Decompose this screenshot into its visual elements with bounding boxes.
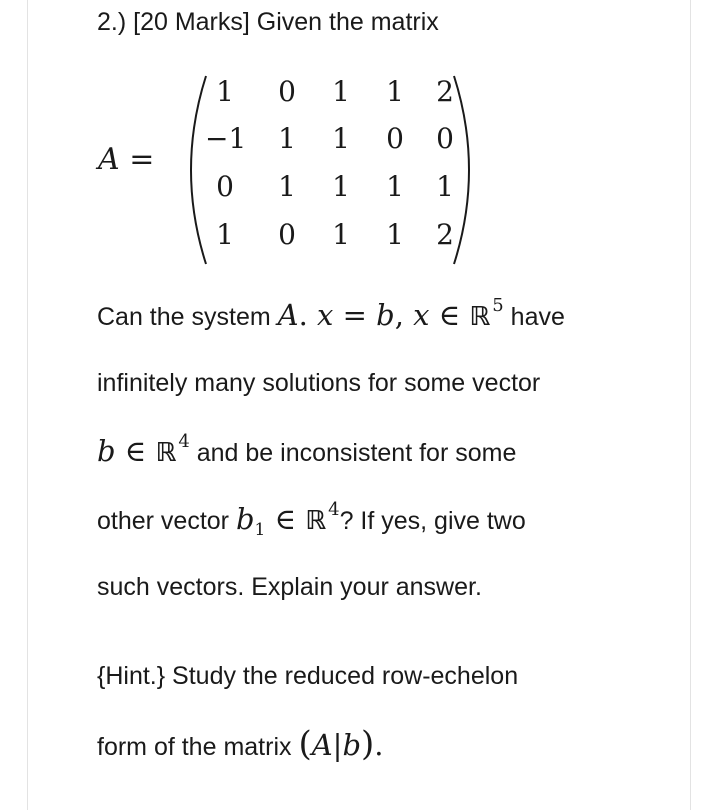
matrix-cell: 1 bbox=[216, 75, 234, 108]
matrix-equals: = bbox=[129, 142, 155, 177]
matrix-cell: 2 bbox=[436, 75, 454, 108]
matrix-cell: 1 bbox=[332, 75, 350, 108]
eq-equals: = bbox=[333, 298, 377, 332]
hint-line2-text: form of the matrix bbox=[97, 733, 299, 761]
eq-exponent: 5 bbox=[492, 295, 504, 316]
matrix-cell: −1 bbox=[205, 122, 247, 155]
matrix-cell: 1 bbox=[332, 122, 350, 155]
eq-b: b bbox=[376, 298, 395, 332]
body-line-1 bbox=[97, 295, 565, 337]
matrix-cell: 1 bbox=[436, 170, 454, 203]
l3-exponent: 4 bbox=[178, 431, 190, 452]
line1-text: Can the system bbox=[97, 303, 278, 331]
matrix-cell: 1 bbox=[216, 218, 234, 251]
b1-membership bbox=[235, 499, 340, 540]
matrix-cell: 1 bbox=[386, 75, 404, 108]
eq-x: x bbox=[317, 298, 334, 332]
matrix-cell: 0 bbox=[436, 122, 454, 155]
body-line-3 bbox=[97, 431, 517, 473]
line3-tail: and be inconsistent for some bbox=[189, 439, 517, 467]
l4-exponent: 4 bbox=[328, 499, 340, 520]
l3-in: ∈ bbox=[115, 434, 156, 468]
eq-reals: ℝ bbox=[469, 302, 491, 332]
body-line-2: infinitely many solutions for some vector bbox=[97, 369, 541, 397]
l3-reals: ℝ bbox=[155, 438, 177, 468]
matrix-cell: 1 bbox=[332, 170, 350, 203]
line4-tail: ? If yes, give two bbox=[339, 507, 526, 535]
system-equation bbox=[277, 295, 504, 332]
matrix-cell: 2 bbox=[436, 218, 454, 251]
aug-A: A bbox=[311, 728, 333, 762]
l4-in: ∈ bbox=[265, 502, 306, 536]
matrix-cell: 1 bbox=[386, 170, 404, 203]
left-paren bbox=[191, 76, 206, 264]
body-line-5: such vectors. Explain your answer. bbox=[97, 573, 482, 601]
matrix-cell: 1 bbox=[278, 122, 296, 155]
matrix-cell: 1 bbox=[332, 218, 350, 251]
question-title: 2.) [20 Marks] Given the matrix bbox=[97, 8, 439, 36]
hint-line-1: {Hint.} Study the reduced row-echelon bbox=[97, 662, 519, 690]
aug-bar: | bbox=[332, 728, 343, 762]
matrix-cell: 1 bbox=[278, 170, 296, 203]
augmented-matrix bbox=[298, 724, 384, 764]
hint-line-2 bbox=[97, 724, 384, 764]
aug-b: b bbox=[342, 728, 362, 762]
frame-right-border bbox=[690, 0, 691, 810]
line1-tail: have bbox=[503, 303, 565, 331]
aug-open-paren: ( bbox=[298, 724, 312, 764]
eq-x2: x bbox=[413, 298, 430, 332]
matrix-cell: 0 bbox=[278, 218, 296, 251]
matrix-cell: 1 bbox=[386, 218, 404, 251]
b-membership bbox=[97, 431, 190, 468]
aug-period: . bbox=[374, 728, 384, 762]
frame-left-border bbox=[27, 0, 28, 810]
eq-A: A bbox=[277, 298, 299, 332]
eq-dot: . bbox=[298, 298, 318, 332]
l4-subscript: 1 bbox=[254, 520, 266, 540]
matrix-cell: 0 bbox=[278, 75, 296, 108]
matrix-cell: 0 bbox=[216, 170, 234, 203]
matrix-cell: 0 bbox=[386, 122, 404, 155]
eq-in: ∈ bbox=[429, 298, 470, 332]
l4-b: b bbox=[235, 502, 255, 536]
l4-reals: ℝ bbox=[305, 506, 327, 536]
eq-comma: , bbox=[394, 298, 414, 332]
matrix-name: A bbox=[98, 142, 120, 177]
l3-b: b bbox=[97, 434, 116, 468]
body-line-4 bbox=[97, 499, 526, 541]
line4-text: other vector bbox=[97, 507, 236, 535]
matrix-label bbox=[98, 140, 154, 180]
aug-close-paren: ) bbox=[361, 724, 375, 764]
